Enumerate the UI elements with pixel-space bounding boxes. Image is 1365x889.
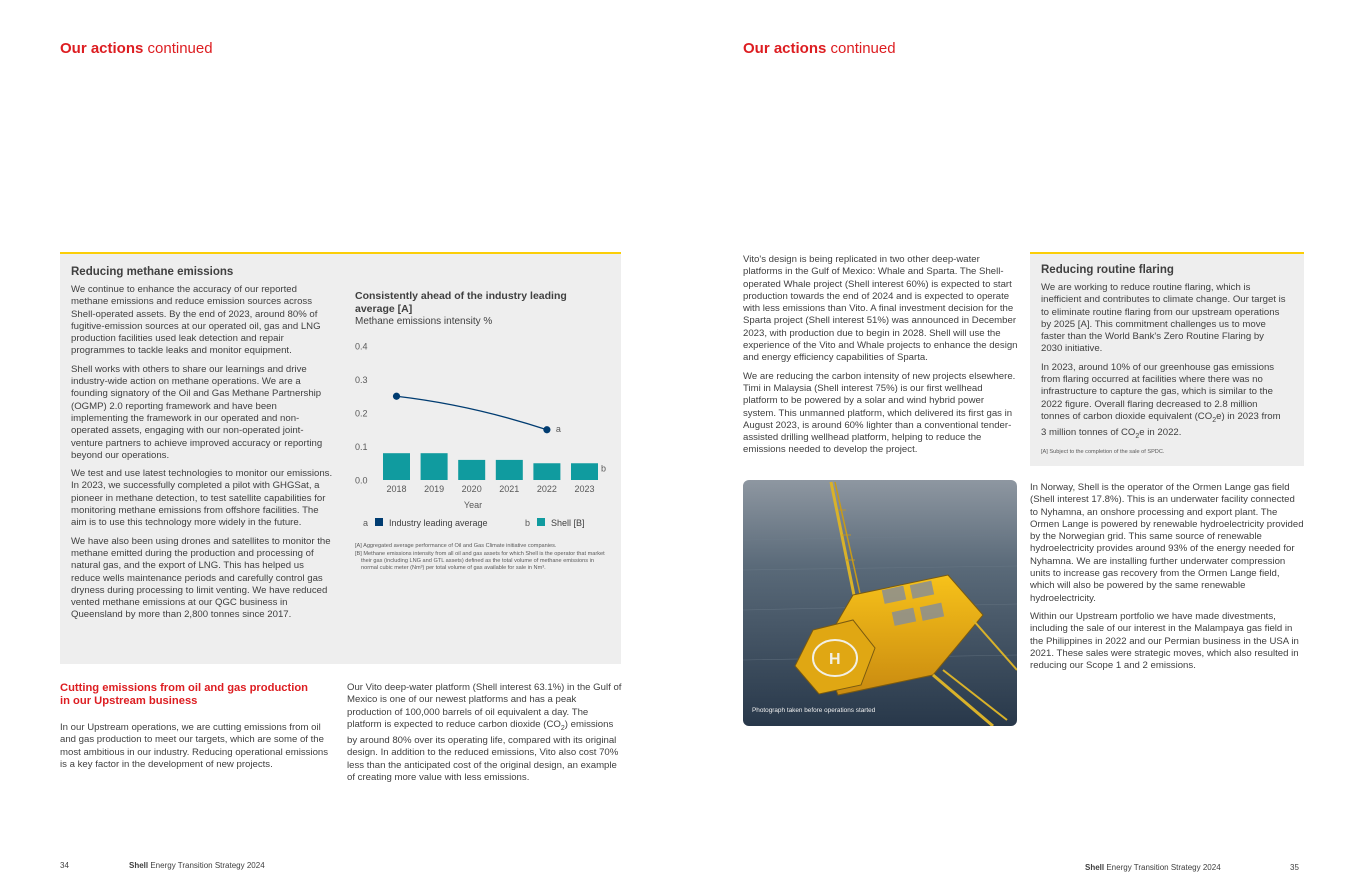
bar-2023: [571, 463, 598, 480]
vito-paragraph: [347, 682, 623, 784]
footer-report-title: Energy Transition Strategy 2024: [1104, 863, 1221, 872]
footer-report-title: Energy Transition Strategy 2024: [148, 861, 265, 870]
divestments-paragraph: Within our Upstream portfolio we have made divestments, including the sale of our interest in the Malampaya gas field in the Philippines in 2022 and our Permian business in the USA in 2021. These sales were strategic moves, which also resulted in reducing our Scope 1 and 2 emissions.: [1030, 610, 1299, 672]
methane-paragraph: Shell works with others to share our learnings and drive industry-wide action on methane operations. We are a founding signatory of the Oil and Gas Methane Partnership (OGMP) 2.0 reporting framework and have been implementing the framework in our operated and non-operated assets, engaging with our non-operated joint-venture partners to achieve improved accuracy or reporting beyond our operations.: [71, 363, 323, 461]
page-heading-left: [60, 40, 213, 57]
y-tick-label: 0.4: [355, 341, 368, 352]
methane-paragraph: We have also been using drones and satellites to monitor the methane emitted during the production and processing of natural gas, and the export of LNG. This has helped us reduce wells maintenance periods and carefully control gas dryness during processing to limit venting. We have reduced vented methane emissions at our QGC business in Queensland by more than 2,800 tonnes since 2017.: [71, 535, 331, 621]
legend-label-b: Shell [B]: [551, 518, 585, 528]
cutting-emissions-paragraph: In our Upstream operations, we are cutting emissions from oil and gas production to meet our targets, which are some of the most ambitious in our industry. Reducing operational emissions is a key factor in the development of new projects.: [60, 722, 329, 770]
y-tick-label: 0.1: [355, 442, 368, 452]
flaring-subscript-1: 2: [1212, 416, 1217, 424]
flaring-box: [1030, 252, 1304, 466]
x-tick-label: 2020: [461, 484, 482, 494]
flaring-text-c: e in 2022.: [1139, 427, 1182, 439]
bar-2020: [458, 460, 485, 480]
legend-marker-a: a: [363, 518, 369, 528]
ormen-lange-paragraph: In Norway, Shell is the operator of the Ormen Lange gas field (Shell interest 17.8%). This is an underwater facility connected to Nyhamna, an onshore processing and export plant. The Ormen Lange is powered by renewable hydroelectricity provided by the Norwegian grid. This same source of renewable hydroelectricity provides around 93% of the energy needed for Nyhamna. We are installing further underwater compression units to increase gas recovery from the Ormen Lange field, which will also be powered by the same renewable hydroelectricity.: [1030, 482, 1304, 604]
methane-paragraph: We test and use latest technologies to monitor our emissions. In 2023, we successfully completed a pilot with GHGSat, a pioneer in methane detection, to test satellite capabilities for monitoring methane emissions from offshore facilities. The aim is to use this technology more widely in the future.: [71, 468, 333, 529]
flaring-subscript-2: 2: [1135, 433, 1140, 441]
legend-marker-b: b: [525, 518, 531, 528]
industry-average-point-2022: [543, 426, 550, 433]
x-tick-label: 2018: [386, 484, 407, 494]
chart-note-b: [B] Methane emissions intensity from all oil and gas assets for which Shell is the operator that market their gas (including LNG and GTL assets) defined as the total volume of methane emissions in normal cubic meter (Nm³) per total volume of gas available for sale in Nm³.: [355, 551, 605, 571]
ormen-lange-column: [1030, 482, 1305, 678]
industry-average-line: [397, 396, 547, 430]
y-tick-label: 0.3: [355, 375, 368, 385]
methane-box-title: Reducing methane emissions: [71, 266, 234, 278]
footer-page-number-left: 34: [60, 861, 69, 870]
footer-page-number-right: 35: [1290, 863, 1299, 872]
legend-label-a: Industry leading average: [389, 518, 488, 528]
y-tick-label: 0.0: [355, 475, 368, 486]
footer-brand: Shell: [129, 861, 149, 870]
methane-intensity-chart: [345, 336, 617, 536]
chart-panel: [355, 290, 605, 327]
svg-text:H: H: [829, 651, 841, 668]
bar-2019: [421, 453, 448, 480]
whale-sparta-column: [743, 254, 1019, 463]
x-axis-label: Year: [463, 500, 483, 510]
heading-bold: Our actions: [60, 40, 144, 57]
vito-text-1: Our Vito deep-water platform (Shell interest 63.1%) in the Gulf of Mexico is one of our newest platforms and has a peak production of 100,000 barrels of oil equivalent a day. The platform is expected to reduce carbon dioxide (CO: [347, 682, 622, 730]
chart-note-a: [A] Aggregated average performance of Oil and Gas Climate initiative companies.: [355, 543, 557, 549]
chart-notes: [355, 543, 607, 573]
x-tick-label: 2021: [499, 484, 520, 494]
page-heading-right: [743, 40, 896, 57]
x-tick-label: 2023: [574, 484, 595, 494]
footer-brand: Shell: [1085, 863, 1105, 872]
series-marker-b: b: [601, 463, 607, 474]
methane-paragraph: We continue to enhance the accuracy of our reported methane emissions and reduce emission sources across Shell-operated assets. By the end of 2023, around 80% of fugitive-emission sources at our operated oil, gas and LNG production facilities used leak detection and repair programmes to tackle leaks and monitor equipment.: [71, 284, 321, 357]
chart-title: Consistently ahead of the industry leading average [A]: [355, 290, 567, 315]
footer-title-left: [129, 861, 265, 870]
photo-caption: Photograph taken before operations started: [752, 707, 876, 714]
whale-sparta-paragraph: Vito's design is being replicated in two other deep-water platforms in the Gulf of Mexico: Whale and Sparta. The Shell-operated Whale project (Shell interest 60%) is expected to start production towards the end of 2024 and is expected to operate with less emissions than Vito. A final investment decision for the Sparta project (Shell interest 51%) was announced in December 2023, with production due to begin in 2028. Shell will use the experience of the Vito and Whale projects to enhance the design and energy efficiency capabilities of Sparta.: [743, 254, 1018, 364]
flaring-paragraph-2: [1041, 362, 1286, 444]
vito-text-2: ) emissions by around 80% over its operating life, compared with its original design. In addition to the reduced emissions, Vito also cost 70% less than the anticipated cost of the original design, an example of creating more value with less emissions.: [347, 718, 619, 783]
heading-rest: continued: [143, 40, 213, 57]
legend-swatch-b: [537, 518, 545, 526]
industry-average-point-2018: [393, 393, 400, 400]
timi-paragraph: We are reducing the carbon intensity of new projects elsewhere. Timi in Malaysia (Shell interest 75%) is our first wellhead platform to be powered by a solar and wind hybrid power system. This unmanned platform, which delivered its first gas in August 2023, is around 60% lighter than a conventional tender-assisted drilling wellhead platform, helping to reduce the emissions needed to develop the project.: [743, 370, 1016, 456]
vito-subscript: 2: [560, 724, 565, 732]
methane-box: [60, 252, 621, 664]
heading-rest: continued: [826, 40, 896, 57]
flaring-box-title: Reducing routine flaring: [1041, 264, 1174, 276]
bar-2021: [496, 460, 523, 480]
cutting-emissions-title: Cutting emissions from oil and gas production in our Upstream business: [60, 682, 308, 707]
x-tick-label: 2019: [424, 484, 445, 494]
cutting-emissions-section: [60, 682, 330, 777]
vito-section: [347, 682, 623, 790]
x-tick-label: 2022: [536, 484, 557, 494]
bar-2018: [383, 453, 410, 480]
legend-swatch-a: [375, 518, 383, 526]
chart-subtitle: Methane emissions intensity %: [355, 316, 493, 327]
series-marker-a: a: [555, 423, 561, 434]
y-tick-label: 0.2: [355, 408, 368, 419]
footer-title-right: [1085, 863, 1221, 872]
flaring-text: [1041, 264, 1286, 457]
methane-text-column: [71, 266, 335, 628]
flaring-text-a: In 2023, around 10% of our greenhouse gas emissions from flaring occurred at facilities where there was no infrastructure to capture the gas, which is similar to the 2022 figure. Overall flaring decreased to 2.8 million tonnes of carbon dioxide equivalent (CO: [1041, 361, 1275, 422]
offshore-platform-image: [743, 480, 1017, 726]
heading-bold: Our actions: [743, 40, 827, 57]
bar-2022: [533, 463, 560, 480]
flaring-note: [A] Subject to the completion of the sale of SPDC.: [1041, 449, 1165, 456]
flaring-paragraph-1: We are working to reduce routine flaring, which is inefficient and contributes to climate change. Our target is to eliminate routine flaring from our upstream operations by 2025 [A]. This commitment challenges us to move faster than the World Bank's Zero Routine Flaring by 2030 initiative.: [1041, 282, 1286, 355]
flaring-text-b: e) in 2023 from 3 million tonnes of CO: [1041, 410, 1281, 439]
offshore-platform-photo: [743, 480, 1017, 726]
